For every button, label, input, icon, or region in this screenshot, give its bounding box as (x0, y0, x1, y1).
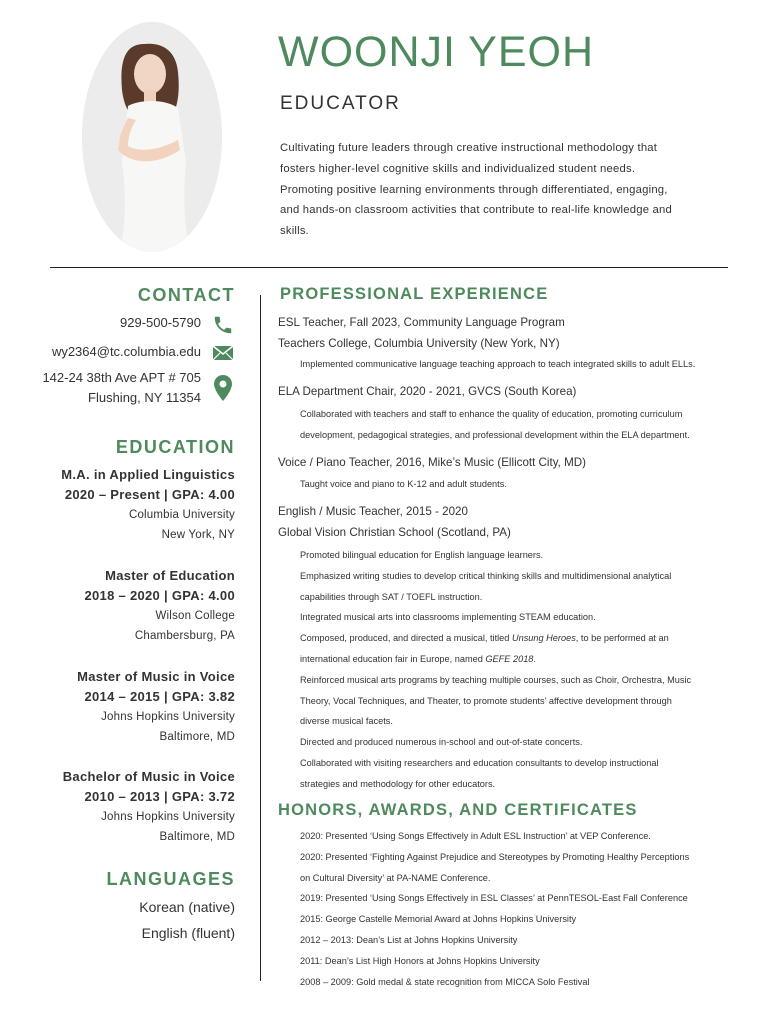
honor-item: 2020: Presented ‘Fighting Against Prejudice and Stereotypes by Promoting Healthy Perceptions (300, 851, 690, 862)
job-heading (278, 502, 511, 543)
bullet-text: , to be performed at an (575, 633, 669, 644)
degree-location: Baltimore, MD (159, 831, 235, 843)
phone-text[interactable]: 929-500-5790 (120, 315, 201, 330)
job-bullets (300, 404, 740, 446)
education-entry (30, 767, 235, 847)
job-bullet (300, 628, 740, 649)
bullet-text: Composed, produced, and directed a musical, titled (300, 633, 512, 644)
degree-school: Columbia University (128, 509, 235, 521)
degree-title: M.A. in Applied Linguistics (61, 467, 235, 482)
honor-item: on Cultural Diversity’ at PA-NAME Conference. (300, 872, 491, 883)
degree-title: Master of Education (105, 568, 235, 583)
job-heading (278, 313, 565, 354)
job-bullets (300, 474, 740, 495)
languages-title: LANGUAGES (106, 869, 235, 889)
job-bullet (300, 649, 740, 670)
profile-photo-illustration (82, 22, 222, 252)
job-org-line: Teachers College, Columbia University (New York, NY) (278, 336, 560, 350)
degree-dates: 2020 – Present | GPA: 4.00 (64, 487, 235, 502)
phone-icon (212, 314, 234, 341)
job-bullet: Implemented communicative language teaching approach to teach integrated skills to adult ELLs. (300, 359, 696, 369)
job-bullet: Reinforced musical arts programs by teaching multiple courses, such as Choir, Orchestra, Music (300, 674, 692, 685)
bullet-text: international education fair in Europe, named (300, 653, 486, 664)
envelope-icon (212, 345, 234, 366)
honor-item: 2015: George Castelle Memorial Award at Johns Hopkins University (300, 914, 577, 925)
honor-item: 2011: Dean’s List High Honors at Johns Hopkins University (300, 955, 540, 966)
job-bullet: Emphasized writing studies to develop critical thinking skills and multidimensional analytical (300, 570, 672, 581)
honor-item: 2020: Presented ‘Using Songs Effectively in Adult ESL Instruction’ at VEP Conference. (300, 831, 651, 841)
name-heading: WOONJI YEOH (278, 28, 595, 76)
education-title: EDUCATION (115, 437, 235, 457)
degree-dates: 2014 – 2015 | GPA: 3.82 (84, 689, 235, 704)
degree-school: Wilson College (155, 610, 235, 622)
job-bullet: development, pedagogical strategies, and professional development within the ELA department. (300, 429, 690, 440)
education-entry (30, 566, 235, 646)
languages-list (30, 894, 235, 946)
experience-title: PROFESSIONAL EXPERIENCE (280, 285, 549, 303)
job-bullet: Directed and produced numerous in-school and out-of-state concerts. (300, 737, 583, 748)
contact-phone-row (30, 315, 235, 335)
education-entry (30, 465, 235, 545)
job-title-line: ESL Teacher, Fall 2023, Community Language Program (278, 316, 565, 329)
job-bullet: diverse musical facets. (300, 716, 393, 727)
profile-photo (82, 22, 222, 252)
role-heading: EDUCATOR (280, 93, 401, 114)
email-text[interactable]: wy2364@tc.columbia.edu (51, 344, 201, 359)
job-heading (278, 382, 576, 403)
address-line1: 142-24 38th Ave APT # 705 (42, 370, 201, 385)
honors-title: HONORS, AWARDS, AND CERTIFICATES (278, 801, 638, 819)
education-entry (30, 667, 235, 747)
degree-location: New York, NY (161, 529, 235, 541)
degree-dates: 2018 – 2020 | GPA: 4.00 (84, 588, 235, 603)
degree-location: Chambersburg, PA (134, 630, 235, 642)
map-pin-icon (214, 375, 232, 406)
honor-item: 2012 – 2013: Dean’s List at Johns Hopkins University (300, 934, 518, 945)
honor-item: 2019: Presented ‘Using Songs Effectively in ESL Classes’ at PennTESOL-East Fall Conference (300, 893, 688, 904)
summary-text: Cultivating future leaders through creative instructional methodology that fosters higher-level cognitive skills and individualized student needs. Promoting positive learning environments through differentiated, engaging, and hands-on classroom activities that contribute to real-life knowledge and skills. (280, 142, 672, 238)
job-title-line: ELA Department Chair, 2020 - 2021, GVCS (South Korea) (278, 385, 577, 398)
job-bullet: strategies and methodology for other educators. (300, 778, 496, 789)
languages-section (30, 869, 235, 890)
contact-section (30, 285, 235, 306)
degree-dates: 2010 – 2013 | GPA: 3.72 (84, 789, 235, 804)
job-org-line: Global Vision Christian School (Scotland, PA) (278, 525, 511, 539)
job-heading (278, 453, 586, 474)
bullet-text: . (533, 653, 536, 664)
job-bullet: Collaborated with visiting researchers and education consultants to develop instructional (300, 757, 659, 768)
column-divider (260, 295, 261, 981)
degree-school: Johns Hopkins University (101, 811, 235, 823)
honors-list (300, 826, 740, 992)
education-section (30, 437, 235, 458)
job-bullet: Theory, Vocal Techniques, and Theater, to promote students’ affective development through (300, 695, 672, 706)
job-bullets (300, 354, 740, 375)
language-item: Korean (native) (139, 899, 235, 915)
language-item: English (fluent) (141, 925, 235, 941)
header-divider (50, 267, 728, 268)
job-title-line: English / Music Teacher, 2015 - 2020 (278, 505, 468, 518)
degree-school: Johns Hopkins University (101, 711, 235, 723)
musical-title: Unsung Heroes (511, 633, 576, 644)
address-line2: Flushing, NY 11354 (88, 390, 201, 405)
job-bullet: Taught voice and piano to K-12 and adult students. (300, 479, 507, 489)
event-name: GEFE 2018 (485, 653, 534, 664)
honor-item: 2008 – 2009: Gold medal & state recognition from MICCA Solo Festival (300, 976, 590, 987)
degree-location: Baltimore, MD (159, 731, 235, 743)
job-title-line: Voice / Piano Teacher, 2016, Mike’s Music (Ellicott City, MD) (278, 456, 586, 469)
contact-email-row (30, 344, 235, 364)
job-bullet: Collaborated with teachers and staff to enhance the quality of education, promoting curriculum (300, 409, 683, 419)
job-bullet: capabilities through SAT / TOEFL instruction. (300, 591, 483, 602)
job-bullet: Promoted bilingual education for English language learners. (300, 550, 544, 560)
job-bullet: Integrated musical arts into classrooms implementing STEAM education. (300, 612, 596, 623)
degree-title: Bachelor of Music in Voice (62, 769, 235, 784)
job-bullets (300, 545, 740, 795)
degree-title: Master of Music in Voice (77, 669, 235, 684)
contact-title: CONTACT (137, 285, 235, 305)
contact-address-row (30, 370, 235, 410)
